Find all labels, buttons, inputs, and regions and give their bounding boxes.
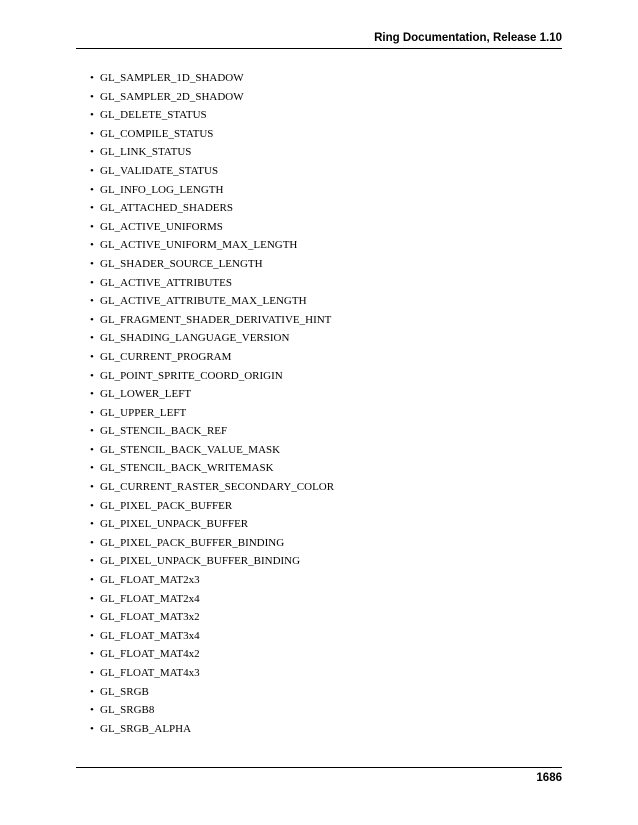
list-item-text: GL_STENCIL_BACK_REF <box>100 425 228 438</box>
list-item <box>90 146 334 165</box>
bullet-icon: • <box>90 629 94 642</box>
list-item-text: GL_SAMPLER_2D_SHADOW <box>100 90 244 103</box>
bullet-icon: • <box>90 648 94 661</box>
list-item-text: GL_FLOAT_MAT3x4 <box>100 629 200 642</box>
list-item <box>90 555 334 574</box>
bullet-icon: • <box>90 146 94 159</box>
list-item-text: GL_ACTIVE_ATTRIBUTES <box>100 276 232 289</box>
list-item <box>90 332 334 351</box>
bullet-icon: • <box>90 164 94 177</box>
bullet-icon: • <box>90 536 94 549</box>
list-item-text: GL_FLOAT_MAT4x3 <box>100 667 200 679</box>
running-header-title: Ring Documentation, Release 1.10 <box>374 32 562 44</box>
list-item-text: GL_STENCIL_BACK_WRITEMASK <box>100 462 274 475</box>
list-item-text: GL_SHADER_SOURCE_LENGTH <box>100 257 263 270</box>
list-item-text: GL_ATTACHED_SHADERS <box>100 202 233 215</box>
list-item-text: GL_PIXEL_UNPACK_BUFFER_BINDING <box>100 555 301 568</box>
list-item-text: GL_STENCIL_BACK_VALUE_MASK <box>100 443 281 456</box>
list-item-text: GL_UPPER_LEFT <box>100 406 187 419</box>
bullet-icon: • <box>90 704 94 717</box>
bullet-icon: • <box>90 202 94 215</box>
bullet-icon: • <box>90 109 94 122</box>
list-item <box>90 184 334 203</box>
list-item <box>90 686 334 705</box>
list-item <box>90 72 334 91</box>
list-item-text: GL_SRGB <box>100 685 149 698</box>
list-item <box>90 202 334 221</box>
bullet-icon: • <box>90 239 94 252</box>
list-item <box>90 667 334 686</box>
list-item <box>90 500 334 519</box>
bullet-icon: • <box>90 183 94 196</box>
list-item-text: GL_FLOAT_MAT4x2 <box>100 648 200 661</box>
list-item <box>90 165 334 184</box>
bullet-icon: • <box>90 518 94 531</box>
page-number: 1686 <box>536 772 562 784</box>
list-item <box>90 239 334 258</box>
bullet-icon: • <box>90 350 94 363</box>
list-item-text: GL_POINT_SPRITE_COORD_ORIGIN <box>100 369 283 382</box>
list-item-text: GL_VALIDATE_STATUS <box>100 164 219 177</box>
list-item-text: GL_LINK_STATUS <box>100 146 192 159</box>
list-item <box>90 295 334 314</box>
bullet-icon: • <box>90 369 94 382</box>
bullet-icon: • <box>90 332 94 345</box>
bullet-icon: • <box>90 72 94 84</box>
list-item <box>90 407 334 426</box>
list-item-text: GL_FLOAT_MAT2x3 <box>100 574 200 587</box>
bullet-icon: • <box>90 313 94 326</box>
list-item-text: GL_SHADING_LANGUAGE_VERSION <box>100 332 290 345</box>
list-item <box>90 370 334 389</box>
list-item <box>90 462 334 481</box>
list-item-text: GL_ACTIVE_UNIFORM_MAX_LENGTH <box>100 239 298 252</box>
list-item <box>90 648 334 667</box>
list-item <box>90 388 334 407</box>
bullet-icon: • <box>90 257 94 270</box>
list-item <box>90 314 334 333</box>
list-item <box>90 91 334 110</box>
bullet-icon: • <box>90 276 94 289</box>
list-item-text: GL_COMPILE_STATUS <box>100 127 214 140</box>
footer-divider <box>76 767 562 768</box>
bullet-icon: • <box>90 90 94 103</box>
list-item <box>90 537 334 556</box>
list-item-text: GL_FLOAT_MAT2x4 <box>100 592 200 605</box>
bullet-icon: • <box>90 220 94 233</box>
list-item <box>90 277 334 296</box>
list-item <box>90 593 334 612</box>
list-item-text: GL_SRGB8 <box>100 704 155 717</box>
bullet-icon: • <box>90 722 94 735</box>
list-item <box>90 128 334 147</box>
list-item-text: GL_CURRENT_RASTER_SECONDARY_COLOR <box>100 481 335 494</box>
header-divider <box>76 48 562 49</box>
list-item-text: GL_PIXEL_UNPACK_BUFFER <box>100 518 249 531</box>
list-item <box>90 723 334 742</box>
bullet-icon: • <box>90 462 94 475</box>
bullet-icon: • <box>90 295 94 308</box>
list-item-text: GL_PIXEL_PACK_BUFFER_BINDING <box>100 536 285 549</box>
list-item <box>90 574 334 593</box>
list-item <box>90 425 334 444</box>
bullet-icon: • <box>90 481 94 494</box>
list-item-text: GL_LOWER_LEFT <box>100 388 192 401</box>
list-item <box>90 481 334 500</box>
list-item-text: GL_DELETE_STATUS <box>100 109 207 122</box>
list-item <box>90 444 334 463</box>
constant-bullet-list <box>90 72 334 741</box>
list-item <box>90 518 334 537</box>
list-item-text: GL_PIXEL_PACK_BUFFER <box>100 499 233 512</box>
bullet-icon: • <box>90 443 94 456</box>
bullet-icon: • <box>90 611 94 624</box>
list-item <box>90 611 334 630</box>
bullet-icon: • <box>90 127 94 140</box>
bullet-icon: • <box>90 555 94 568</box>
list-item <box>90 351 334 370</box>
list-item-text: GL_ACTIVE_UNIFORMS <box>100 220 223 233</box>
bullet-icon: • <box>90 499 94 512</box>
bullet-icon: • <box>90 592 94 605</box>
list-item <box>90 630 334 649</box>
list-item <box>90 221 334 240</box>
list-item-text: GL_INFO_LOG_LENGTH <box>100 183 224 196</box>
bullet-icon: • <box>90 574 94 587</box>
list-item <box>90 258 334 277</box>
bullet-icon: • <box>90 406 94 419</box>
bullet-icon: • <box>90 667 94 679</box>
bullet-icon: • <box>90 388 94 401</box>
list-item-text: GL_FLOAT_MAT3x2 <box>100 611 200 624</box>
list-item-text: GL_CURRENT_PROGRAM <box>100 350 232 363</box>
bullet-icon: • <box>90 425 94 438</box>
list-item-text: GL_SRGB_ALPHA <box>100 722 192 735</box>
list-item-text: GL_ACTIVE_ATTRIBUTE_MAX_LENGTH <box>100 295 307 308</box>
list-item <box>90 109 334 128</box>
list-item-text: GL_SAMPLER_1D_SHADOW <box>100 72 244 84</box>
list-item <box>90 704 334 723</box>
list-item-text: GL_FRAGMENT_SHADER_DERIVATIVE_HINT <box>100 313 332 326</box>
bullet-icon: • <box>90 685 94 698</box>
